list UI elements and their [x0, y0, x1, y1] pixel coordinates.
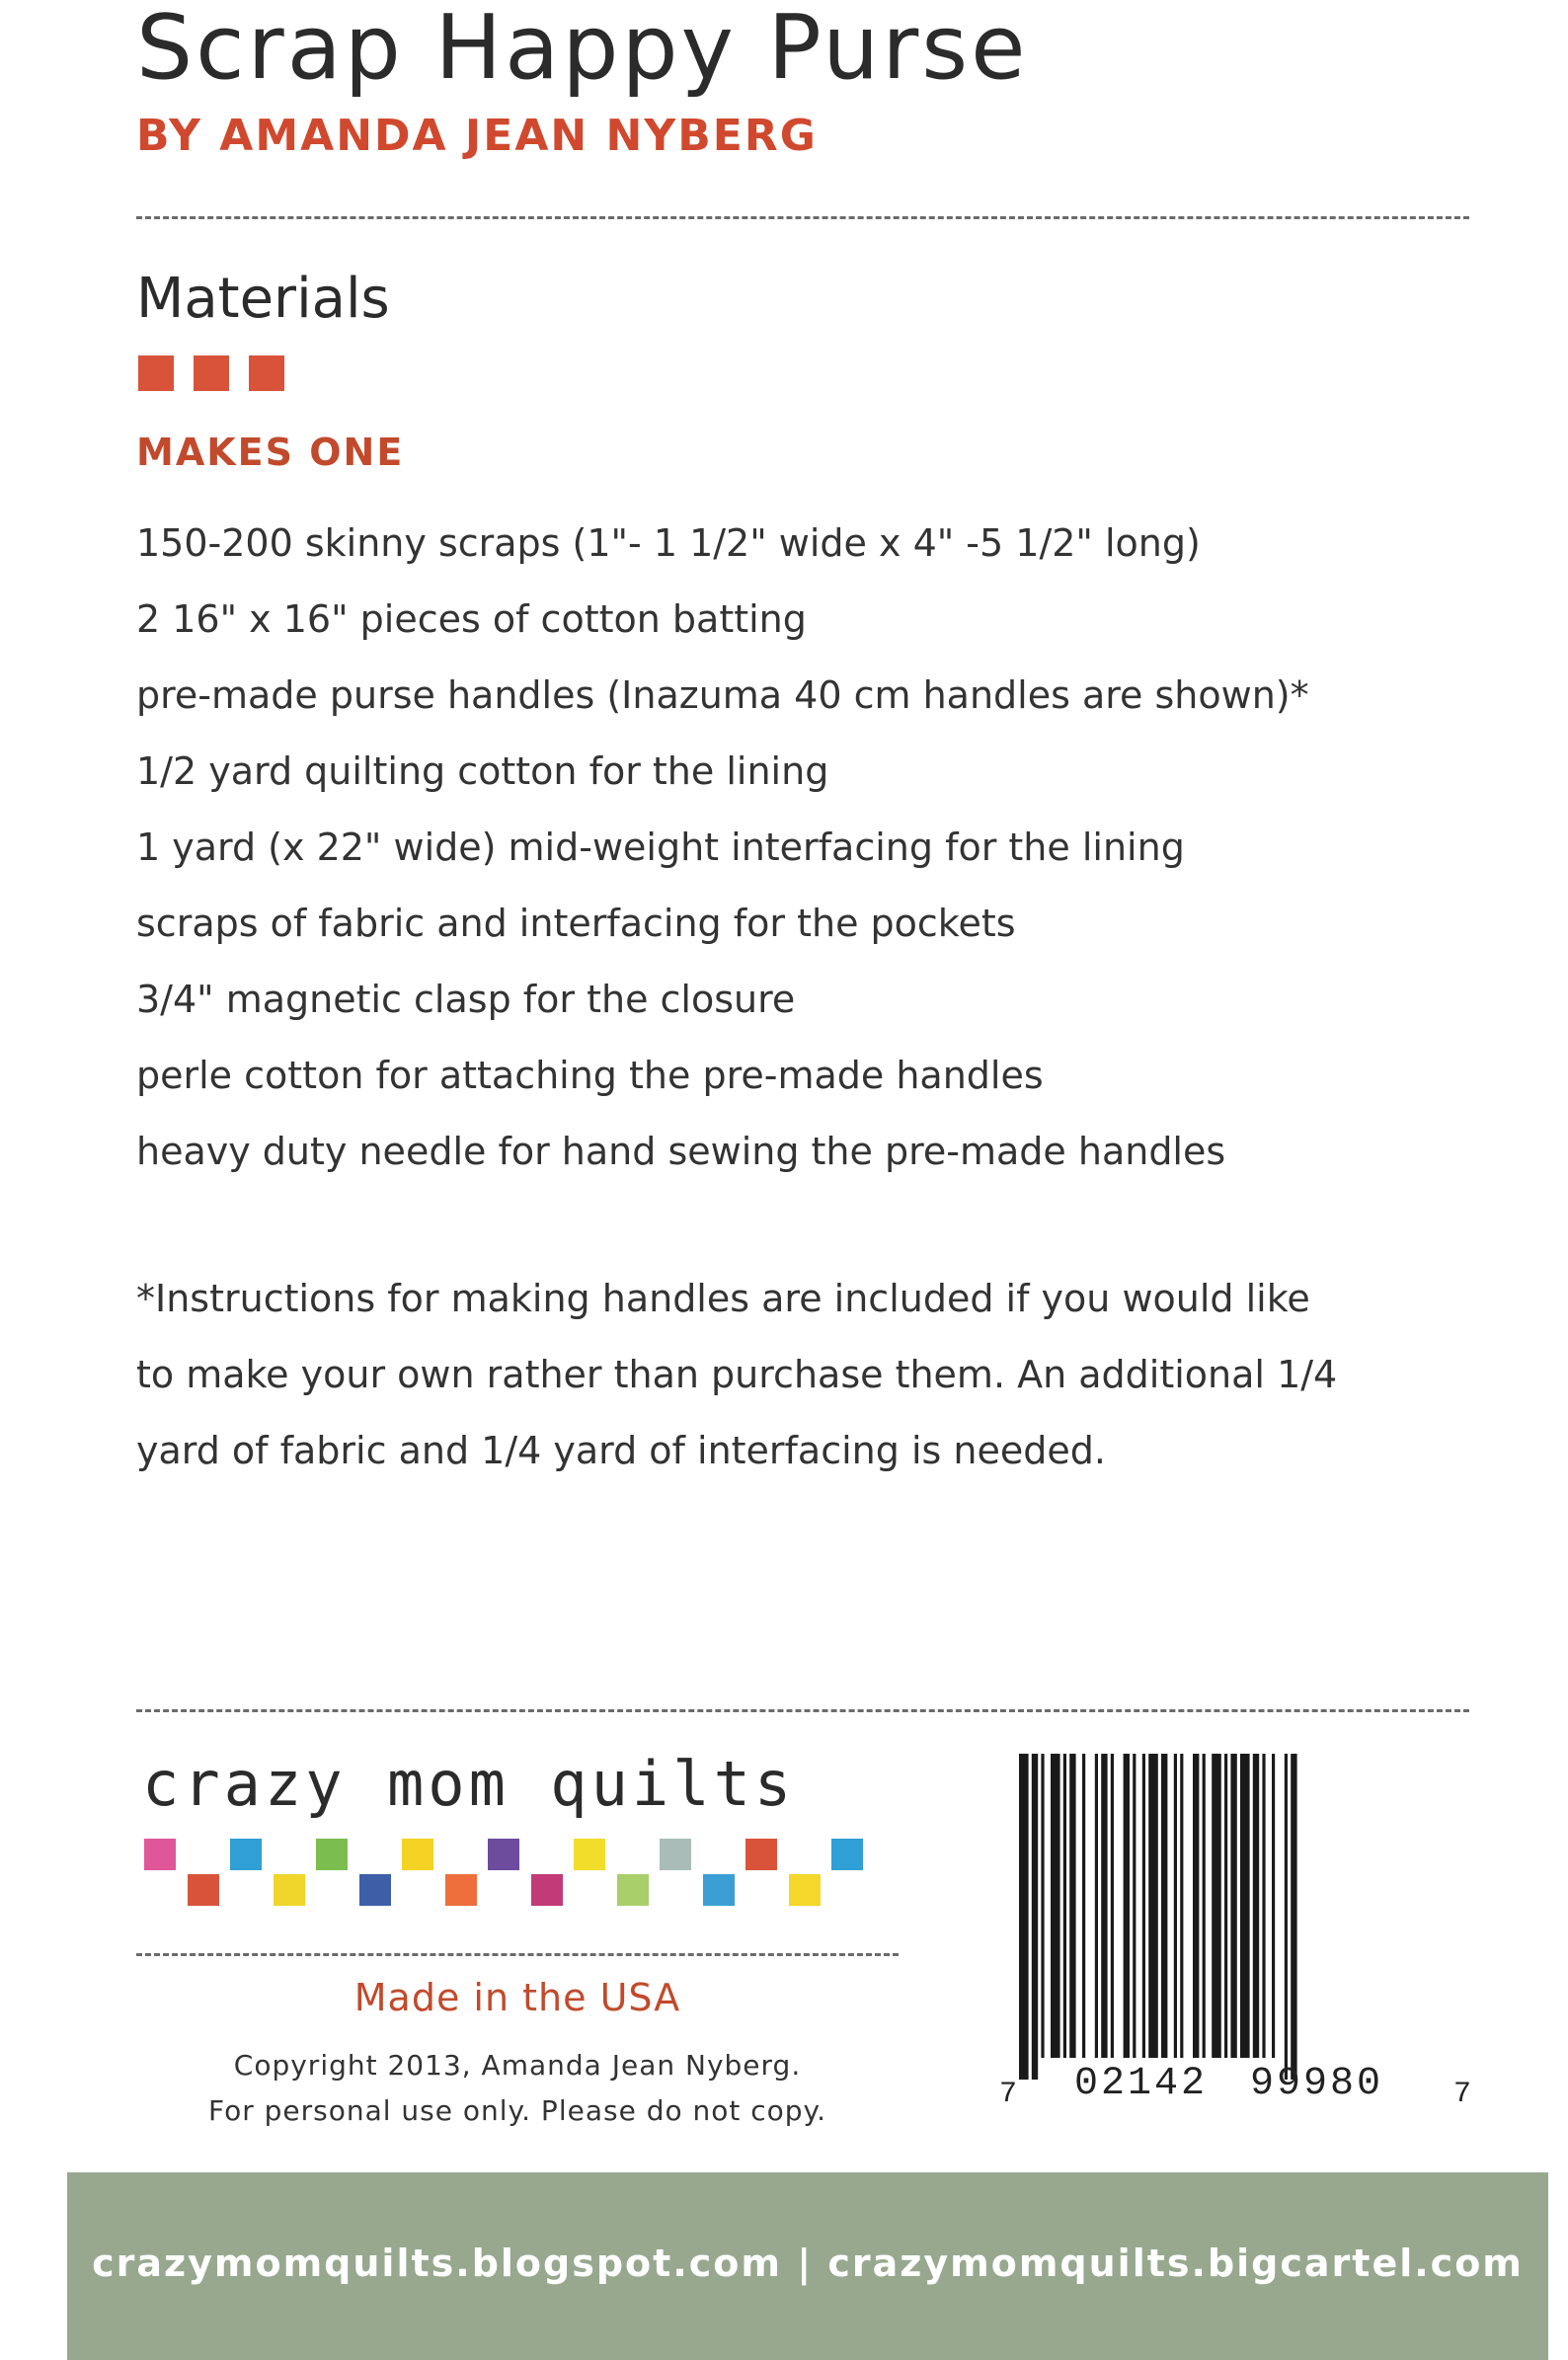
barcode-bar	[1161, 1754, 1167, 2058]
barcode-bar	[1262, 1754, 1265, 2058]
footer-links[interactable]: crazymomquilts.blogspot.com | crazymomquilts.bigcartel.com	[92, 2242, 1524, 2285]
made-in-label: Made in the USA	[353, 1976, 681, 2019]
materials-item: 1 yard (x 22" wide) mid-weight interfacing for the lining	[136, 826, 1185, 869]
accent-square	[138, 355, 174, 391]
barcode-bar	[1193, 1754, 1199, 2058]
barcode-bar	[1124, 1754, 1130, 2058]
materials-item: 3/4" magnetic clasp for the closure	[136, 978, 796, 1021]
barcode-bar	[1203, 1754, 1206, 2058]
brand-color-squares	[144, 1839, 895, 1916]
brand-divider	[136, 1953, 899, 1956]
brand-color-square	[188, 1874, 219, 1906]
brand-color-square	[574, 1839, 605, 1870]
brand-color-square	[703, 1874, 735, 1906]
materials-item: 1/2 yard quilting cotton for the lining	[136, 749, 829, 793]
note-line: *Instructions for making handles are included if you would like	[136, 1277, 1310, 1320]
top-divider	[136, 216, 1469, 219]
barcode-bar	[1069, 1754, 1075, 2058]
barcode-last-digit: 7	[1453, 2078, 1472, 2111]
brand-color-square	[359, 1874, 391, 1906]
accent-square	[194, 355, 229, 391]
accent-square	[249, 355, 284, 391]
brand-color-square	[660, 1839, 691, 1870]
barcode-bar	[1291, 1754, 1296, 2080]
brand-color-square	[144, 1839, 176, 1870]
materials-list	[136, 506, 1309, 1190]
materials-item: pre-made purse handles (Inazuma 40 cm handles are shown)*	[136, 673, 1309, 717]
bottom-divider	[136, 1709, 1469, 1712]
barcode-bar	[1224, 1754, 1227, 2058]
barcode-bar	[1082, 1754, 1085, 2058]
author-byline: BY AMANDA JEAN NYBERG	[136, 111, 818, 161]
barcode-left-digits: 02142	[1074, 2062, 1209, 2106]
barcode-bar	[1111, 1754, 1114, 2058]
brand-color-square	[402, 1839, 433, 1870]
barcode-bar	[1240, 1754, 1250, 2058]
barcode-bar	[1032, 1754, 1038, 2080]
barcode-right-digits: 99980	[1250, 2062, 1384, 2106]
brand-color-square	[316, 1839, 348, 1870]
barcode-bar	[1212, 1754, 1221, 2058]
brand-logo-text: crazy mom quilts	[142, 1748, 796, 1820]
barcode	[987, 1754, 1481, 2129]
barcode-bar	[1095, 1754, 1098, 2058]
barcode-bar	[1041, 1754, 1044, 2058]
barcode-bar	[1180, 1754, 1183, 2058]
brand-color-square	[831, 1839, 863, 1870]
brand-color-square	[488, 1839, 519, 1870]
note-line: yard of fabric and 1/4 yard of interfacing is needed.	[136, 1429, 1106, 1472]
materials-item: perle cotton for attaching the pre-made handles	[136, 1054, 1044, 1097]
materials-item: heavy duty needle for hand sewing the pre-made handles	[136, 1130, 1226, 1173]
usage-line: For personal use only. Please do not copy.	[207, 2094, 827, 2127]
barcode-bar	[1142, 1754, 1145, 2058]
barcode-bar	[1101, 1754, 1107, 2058]
materials-item: 2 16" x 16" pieces of cotton batting	[136, 597, 807, 641]
barcode-bar	[1285, 1754, 1288, 2080]
materials-heading: Materials	[136, 267, 390, 331]
note-line: to make your own rather than purchase them. An additional 1/4	[136, 1353, 1338, 1396]
barcode-bar	[1174, 1754, 1177, 2058]
brand-color-square	[230, 1839, 262, 1870]
makes-one-label: MAKES ONE	[136, 431, 405, 474]
barcode-bar	[1148, 1754, 1158, 2058]
barcode-bar	[1230, 1754, 1236, 2058]
pattern-title: Scrap Happy Purse	[136, 0, 1029, 100]
accent-squares	[138, 355, 284, 391]
barcode-bar	[1019, 1754, 1029, 2080]
brand-color-square	[531, 1874, 563, 1906]
brand-color-square	[274, 1874, 305, 1906]
copyright-line: Copyright 2013, Amanda Jean Nyberg.	[233, 2049, 802, 2082]
barcode-bar	[1253, 1754, 1259, 2058]
barcode-first-digit: 7	[999, 2078, 1018, 2111]
materials-item: scraps of fabric and interfacing for the pockets	[136, 902, 1016, 945]
brand-color-square	[745, 1839, 777, 1870]
barcode-bars	[1019, 1754, 1297, 2080]
barcode-bar	[1133, 1754, 1136, 2058]
brand-color-square	[617, 1874, 649, 1906]
materials-item: 150-200 skinny scraps (1"- 1 1/2" wide x 4" -5 1/2" long)	[136, 521, 1201, 565]
barcode-bar	[1051, 1754, 1060, 2058]
barcode-bar	[1272, 1754, 1275, 2058]
barcode-bar	[1063, 1754, 1066, 2058]
brand-color-square	[445, 1874, 477, 1906]
handles-note	[136, 1261, 1440, 1489]
brand-color-square	[789, 1874, 821, 1906]
